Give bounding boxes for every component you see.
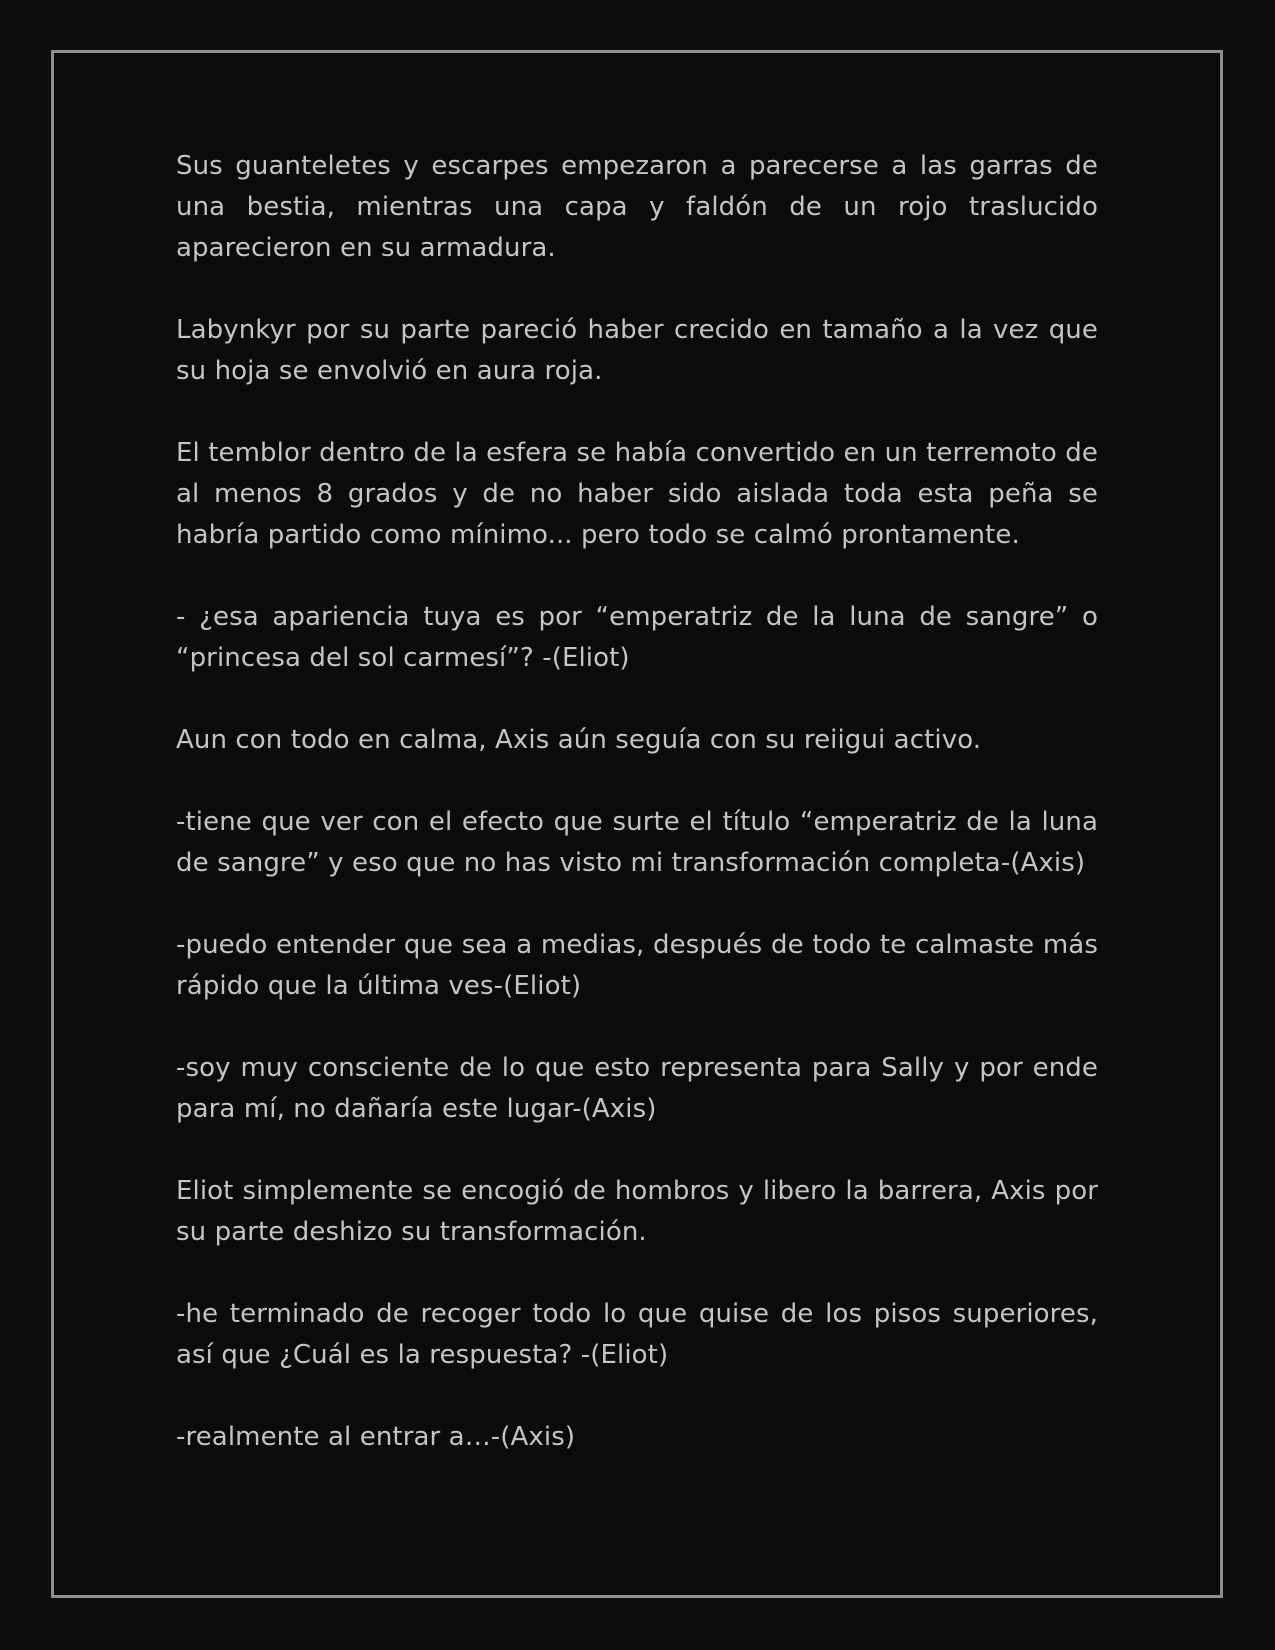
paragraph-9: Eliot simplemente se encogió de hombros y libero la barrera, Axis por su parte deshizo su transformación. xyxy=(176,1176,1098,1247)
paragraph-4: - ¿esa apariencia tuya es por “emperatriz de la luna de sangre” o “princesa del sol carmesí”? -(Eliot) xyxy=(176,602,1098,673)
paragraph-6: -tiene que ver con el efecto que surte el título “emperatriz de la luna de sangre” y eso que no has visto mi transformación completa-(Axis) xyxy=(176,807,1098,878)
document-body xyxy=(176,146,1098,1458)
paragraph-3: El temblor dentro de la esfera se había convertido en un terremoto de al menos 8 grados y de no haber sido aislada toda esta peña se habría partido como mínimo... pero todo se calmó prontamente. xyxy=(176,438,1098,550)
paragraph-1: Sus guanteletes y escarpes empezaron a parecerse a las garras de una bestia, mientras una capa y faldón de un rojo traslucido aparecieron en su armadura. xyxy=(176,151,1098,263)
paragraph-10: -he terminado de recoger todo lo que quise de los pisos superiores, así que ¿Cuál es la respuesta? -(Eliot) xyxy=(176,1299,1098,1370)
paragraph-5: Aun con todo en calma, Axis aún seguía con su reiigui activo. xyxy=(176,725,982,755)
paragraph-2: Labynkyr por su parte pareció haber crecido en tamaño a la vez que su hoja se envolvió en aura roja. xyxy=(176,315,1098,386)
paragraph-7: -puedo entender que sea a medias, después de todo te calmaste más rápido que la última ves-(Eliot) xyxy=(176,930,1098,1001)
paragraph-8: -soy muy consciente de lo que esto representa para Sally y por ende para mí, no dañaría este lugar-(Axis) xyxy=(176,1053,1098,1124)
paragraph-11: -realmente al entrar a…-(Axis) xyxy=(176,1422,576,1452)
